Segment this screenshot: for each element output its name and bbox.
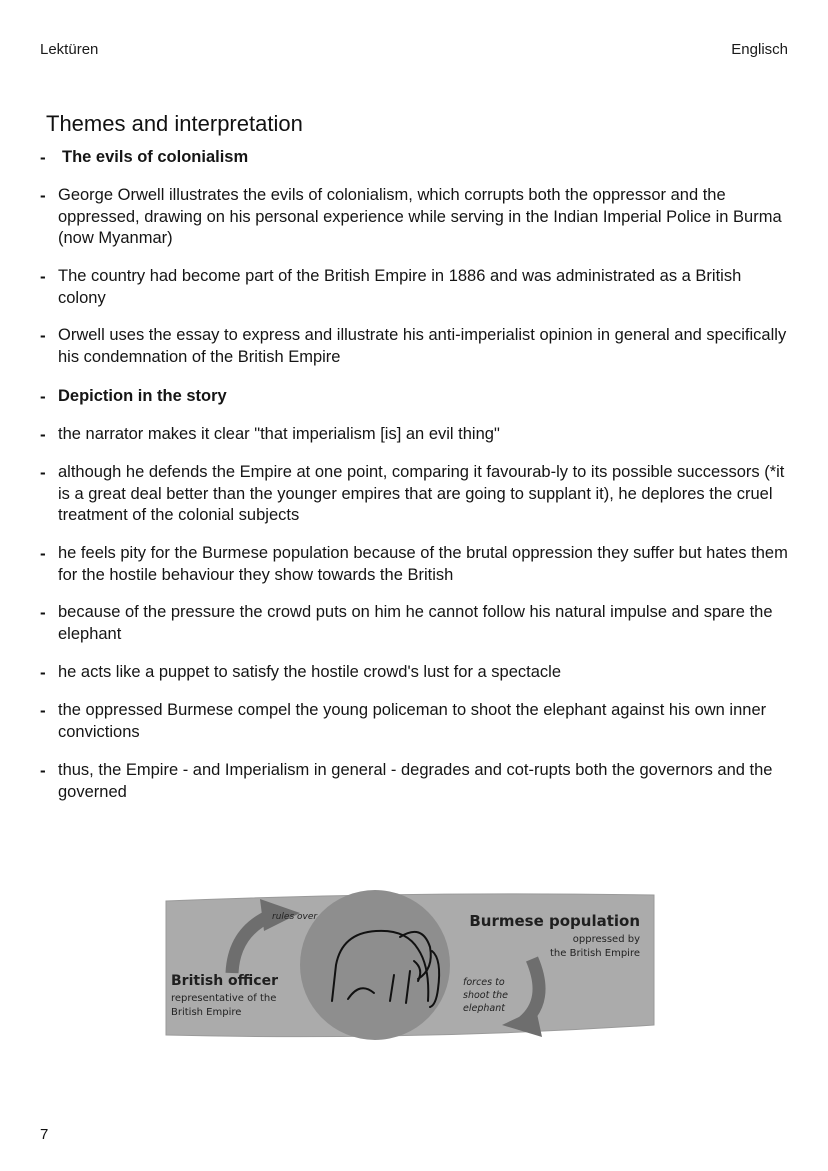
bullet-text: because of the pressure the crowd puts on him he cannot follow his natural impulse and spare the elephant (58, 603, 773, 643)
diagram-center-circle (300, 890, 450, 1040)
burmese-title: Burmese population (469, 912, 640, 930)
header-subject: Lektüren (40, 41, 99, 58)
bullet-dash: - (40, 267, 46, 286)
bullet-dash: - (40, 425, 46, 444)
list-item (40, 185, 792, 250)
page-number: 7 (40, 1126, 49, 1143)
list-item (40, 760, 792, 803)
list-item (40, 266, 792, 309)
officer-sub1: representative of the (171, 993, 277, 1004)
bullet-dash: - (40, 663, 46, 682)
bullet-dash: - (40, 761, 46, 780)
forces-label-1: forces to (463, 977, 505, 988)
bullet-text: The evils of colonialism (62, 148, 249, 166)
forces-label-2: shoot the (463, 990, 508, 1001)
bullet-dash: - (40, 387, 46, 406)
bullet-dash: - (40, 326, 46, 345)
officer-title: British officer (171, 973, 278, 989)
burmese-sub2: the British Empire (550, 948, 640, 959)
rules-over-label: rules over (272, 912, 318, 922)
list-item (40, 325, 792, 368)
bullet-heading-colonialism (40, 147, 792, 169)
bullet-dash: - (40, 186, 46, 205)
bullet-text: thus, the Empire - and Imperialism in general - degrades and cot-rupts both the governors and the governed (58, 761, 773, 801)
bullet-text: The country had become part of the British Empire in 1886 and was administrated as a British colony (58, 267, 742, 307)
bullet-text: although he defends the Empire at one point, comparing it favourab-ly to its possible successors (*it is a great deal better than the younger empires that are going to supplant it), he deplores the cruel treatment of the colonial subjects (58, 463, 785, 524)
bullet-text: the oppressed Burmese compel the young policeman to shoot the elephant against his own inner convictions (58, 701, 767, 741)
page-title: Themes and interpretation (46, 111, 303, 136)
bullet-dash: - (40, 463, 46, 482)
list-item (40, 462, 792, 527)
relationship-diagram (160, 889, 658, 1041)
forces-label-3: elephant (463, 1003, 505, 1014)
officer-sub2: British Empire (171, 1007, 242, 1018)
bullet-dash: - (40, 148, 46, 167)
list-item (40, 543, 792, 586)
bullet-text: George Orwell illustrates the evils of colonialism, which corrupts both the oppressor and the oppressed, drawing on his personal experience while serving in the Indian Imperial Police in Burma (now Myanmar) (58, 186, 782, 247)
bullet-dash: - (40, 701, 46, 720)
header-language: Englisch (731, 41, 788, 58)
bullet-text: Orwell uses the essay to express and illustrate his anti-imperialist opinion in general and specifically his condemnation of the British Empire (58, 326, 787, 366)
burmese-sub1: oppressed by (572, 934, 640, 945)
list-item (40, 424, 792, 446)
bullet-text: Depiction in the story (58, 387, 227, 405)
bullet-dash: - (40, 603, 46, 622)
bullet-text: he acts like a puppet to satisfy the hostile crowd's lust for a spectacle (58, 663, 561, 681)
bullet-text: the narrator makes it clear "that imperialism [is] an evil thing" (58, 425, 500, 443)
list-item (40, 662, 792, 684)
list-item (40, 700, 792, 743)
bullet-text: he feels pity for the Burmese population because of the brutal oppression they suffer but hates them for the hostile behaviour they show towards the British (58, 544, 788, 584)
list-item (40, 602, 792, 645)
bullet-heading-depiction (40, 386, 792, 408)
bullet-dash: - (40, 544, 46, 563)
